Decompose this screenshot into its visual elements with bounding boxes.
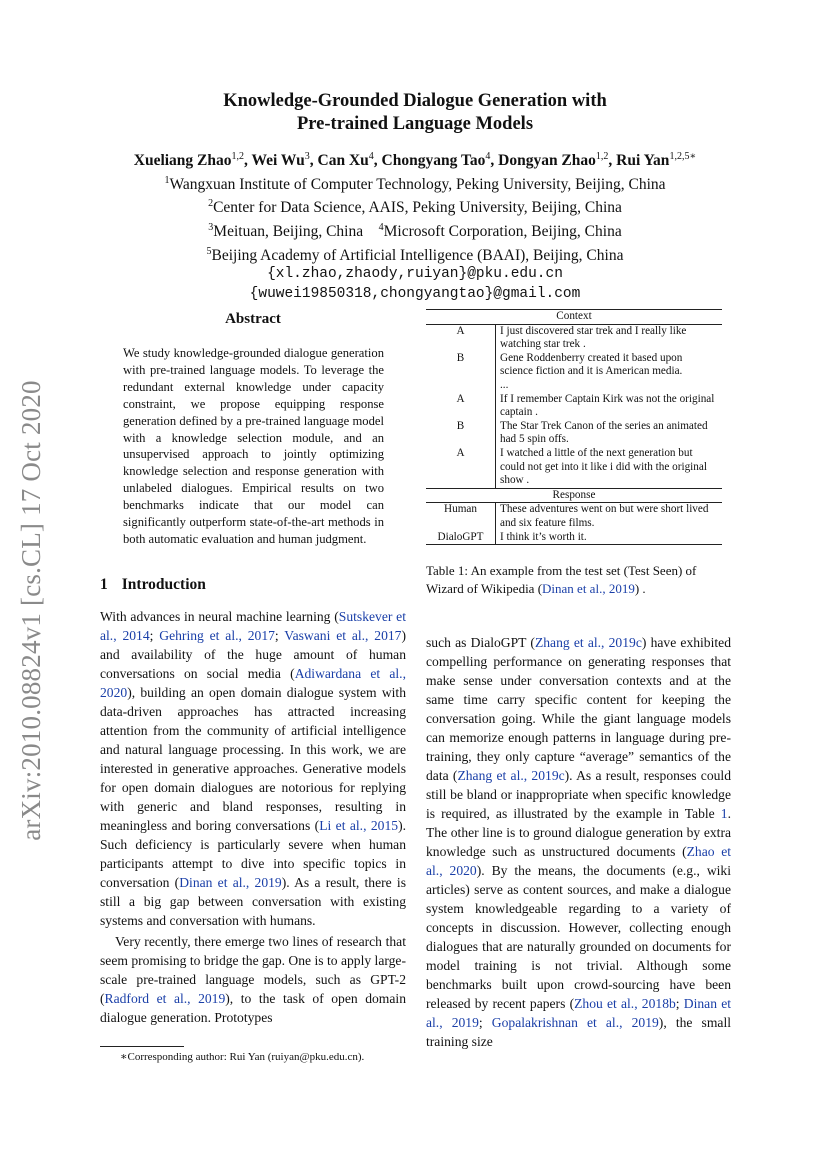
text-run: ) and availability of the huge amount of human conversations on social media ( — [100, 628, 406, 681]
affiliation — [100, 171, 730, 195]
author-sup: 1,2 — [595, 151, 609, 162]
text-run: ), to the task of open domain dialogue generation. Prototypes — [100, 991, 406, 1025]
right-paragraph — [426, 633, 731, 1051]
speaker-cell: B — [426, 352, 496, 379]
text-run: such as DialoGPT ( — [426, 635, 535, 650]
affiliation-sup: 4 — [378, 221, 384, 233]
text-run: ; — [675, 996, 684, 1011]
affiliation-sup: 2 — [208, 198, 214, 210]
author-sup: 4 — [485, 151, 491, 162]
table-header-cell: Response — [426, 488, 722, 503]
table-row — [426, 393, 722, 420]
text-run: ) . — [634, 581, 646, 596]
text-run: ; — [274, 628, 285, 643]
text-run: . The other line is to ground dialogue generation by extra knowledge such as unstructured documents ( — [426, 806, 731, 859]
utterance-cell: If I remember Captain Kirk was not the original captain . — [500, 392, 715, 419]
text-run: With advances in neural machine learning ( — [100, 609, 339, 624]
section-title: Introduction — [121, 576, 206, 593]
text-run: ; — [149, 628, 160, 643]
text-run: Table 1: An example from the test set (Test Seen) of Wizard of Wikipedia ( — [426, 563, 697, 596]
right-column — [426, 633, 731, 1051]
text-run: ; — [478, 1015, 492, 1030]
utterance-cell: I just discovered star trek and I really like watching star trek . — [500, 324, 687, 351]
title-line-2: Pre-trained Language Models — [296, 114, 534, 134]
author-name: Rui Yan — [616, 152, 670, 170]
text-run: ) have exhibited compelling performance on generating responses that make sense under conversation contexts and at the same time carry specific content for keeping the conversation going. While the giant language models can memorize enough patterns in language during pre-training, they only capture “average” semantics of the data ( — [426, 635, 731, 783]
table-header-cell: Context — [426, 310, 722, 325]
footnote — [120, 1050, 364, 1063]
citation: Vaswani et al., 2017 — [284, 628, 402, 643]
email-line-2: {wuwei19850318,chongyangtao}@gmail.com — [249, 285, 581, 302]
speaker-cell — [426, 379, 496, 393]
citation: Zhang et al., 2019c — [534, 635, 642, 650]
utterance-cell: I think it’s worth it. — [496, 531, 723, 545]
email-line-1: {xl.zhao,zhaody,ruiyan}@pku.edu.cn — [267, 266, 563, 283]
citation: Adiwardana et al., 2020 — [100, 666, 406, 700]
citation: Radford et al., 2019 — [104, 991, 226, 1006]
citation: Sutskever et al., 2014 — [100, 609, 406, 643]
citation: Zhou et al., 2018b — [574, 996, 676, 1011]
author-name: Can Xu — [317, 152, 369, 170]
footnote-rule — [100, 1046, 184, 1047]
affiliation-text: Wangxuan Institute of Computer Technology, Peking University, Beijing, China — [169, 175, 666, 193]
author-sup: 1,2 — [231, 151, 245, 162]
intro-paragraph-1 — [100, 607, 406, 930]
footnote-text: Corresponding author: Rui Yan (ruiyan@pku.edu.cn). — [127, 1051, 365, 1063]
table-row — [426, 447, 722, 488]
author-name: Dongyan Zhao — [498, 152, 596, 170]
author-sup: 4 — [368, 151, 374, 162]
author-name: Xueliang Zhao — [133, 152, 232, 170]
affiliation — [100, 194, 730, 218]
text-run: ). Such deficiency is particularly severe when human participants attempt to dive into specific topics in conversation ( — [100, 818, 406, 890]
utterance-cell: I watched a little of the next generation but could not get into it like i did with the original show . — [500, 446, 707, 487]
section-number: 1 — [100, 576, 108, 593]
affiliation-sup: 1 — [164, 174, 170, 186]
author-sup: 1,2,5∗ — [669, 151, 697, 162]
citation: Gopalakrishnan et al., 2019 — [491, 1015, 659, 1030]
citation: Li et al., 2015 — [319, 818, 399, 833]
example-table — [426, 309, 722, 545]
author-name: Wei Wu — [251, 152, 305, 170]
citation: Dinan et al., 2019 — [542, 581, 635, 596]
table-header-row — [426, 488, 722, 503]
arxiv-stamp: arXiv:2010.08824v1 [cs.CL] 17 Oct 2020 — [15, 379, 46, 841]
author-names: Xueliang Zhao$^{1,2}$, Wei Wu$^3$, Can Xu$^4$, Chongyang Tao$^4$, Dongyan Zhao$^{1,2}$, Rui Yan$^{1,2,5∗}$ — [133, 151, 697, 170]
speaker-cell: DialoGPT — [426, 531, 496, 545]
utterance-cell: These adventures went on but were short lived and six feature films. — [500, 503, 709, 529]
footnote-mark: ∗ — [120, 1051, 128, 1063]
text-run: ), building an open domain dialogue system with data-driven approaches has attracted increasing attention from the community of artificial intelligence and natural language processing. In this work, we are interested in generative approaches. Generative models for open domain dialogues are notorious for replying with generic and bland responses, resulting in meaningless and boring conversations ( — [100, 685, 406, 833]
text-run: ). By the means, the documents (e.g., wiki articles) serve as content sources, and make a dialogue system knowledgeable regarding to a variety of concepts in discussion. However, collecting enough dialogues that are naturally grounded on documents for model training is not trivial. Although some benchmarks built upon crowd-sourcing have been released by recent papers ( — [426, 863, 731, 1011]
left-column — [100, 607, 406, 1027]
utterance-cell: The Star Trek Canon of the series an animated had 5 spin offs. — [500, 419, 708, 446]
affiliation — [100, 218, 730, 242]
title-line-1: Knowledge-Grounded Dialogue Generation with — [223, 91, 607, 111]
citation: Zhang et al., 2019c — [457, 768, 565, 783]
citation: Zhao et al., 2020 — [426, 844, 732, 878]
affiliations — [100, 171, 730, 266]
speaker-cell: A — [426, 324, 496, 352]
affiliation-text: Center for Data Science, AAIS, Peking University, Beijing, China — [213, 199, 622, 217]
section-heading — [100, 576, 206, 594]
table-row — [426, 420, 722, 447]
paper-title — [100, 90, 730, 136]
text-run: ). As a result, there is still a big gap between conversation with existing systems and conversation with humans. — [100, 875, 406, 928]
citation: Gehring et al., 2017 — [159, 628, 275, 643]
affiliation-text: Microsoft Corporation, Beijing, China — [383, 223, 622, 241]
affiliation-sup: 3 — [208, 221, 214, 233]
table-row — [426, 379, 722, 393]
table-header-row — [426, 310, 722, 325]
text-run: ), the small training size — [426, 1015, 731, 1049]
utterance-cell: Gene Roddenberry created it based upon science fiction and it is American media. — [500, 351, 683, 378]
text-run: Very recently, there emerge two lines of research that seem promising to bridge the gap. One is to apply large-scale pre-trained language models, such as GPT-2 ( — [100, 934, 406, 1006]
intro-paragraph-2 — [100, 932, 406, 1027]
abstract-body: We study knowledge-grounded dialogue generation with pre-trained language models. To leverage the redundant external knowledge under capacity constraint, we propose equipping response generation defined by a pre-trained language model with a knowledge selection module, and an unsupervised approach to jointly optimizing knowledge selection and response generation with unlabeled dialogues. Empirical results on two benchmarks indicate that our model can significantly outperform state-of-the-art methods in both automatic evaluation and human judgment. — [123, 346, 384, 546]
text-run: ). As a result, responses could still be bland or inappropriate when specific knowledge is required, as illustrated by the example in Table — [426, 768, 732, 821]
table-row — [426, 503, 722, 531]
table-row — [426, 531, 722, 545]
table-row — [426, 324, 722, 352]
affiliation-sup: 5 — [206, 245, 212, 257]
abstract-heading: Abstract — [225, 311, 281, 327]
table-row — [426, 352, 722, 379]
affiliation — [100, 242, 730, 266]
author-name: Chongyang Tao — [381, 152, 486, 170]
utterance-cell: ... — [500, 378, 509, 391]
speaker-cell: A — [426, 393, 496, 420]
author-block — [100, 147, 730, 304]
citation: Dinan et al., 2019 — [179, 875, 282, 890]
author-sup: 3 — [304, 151, 310, 162]
speaker-cell: A — [426, 447, 496, 488]
speaker-cell: B — [426, 420, 496, 447]
affiliation-text: Beijing Academy of Artificial Intelligence (BAAI), Beijing, China — [211, 246, 624, 264]
speaker-cell: Human — [426, 503, 496, 531]
affiliation-text: Meituan, Beijing, China — [213, 223, 364, 241]
citation: 1 — [720, 806, 728, 821]
table-caption — [426, 562, 733, 598]
citation: Dinan et al., 2019 — [426, 996, 732, 1030]
